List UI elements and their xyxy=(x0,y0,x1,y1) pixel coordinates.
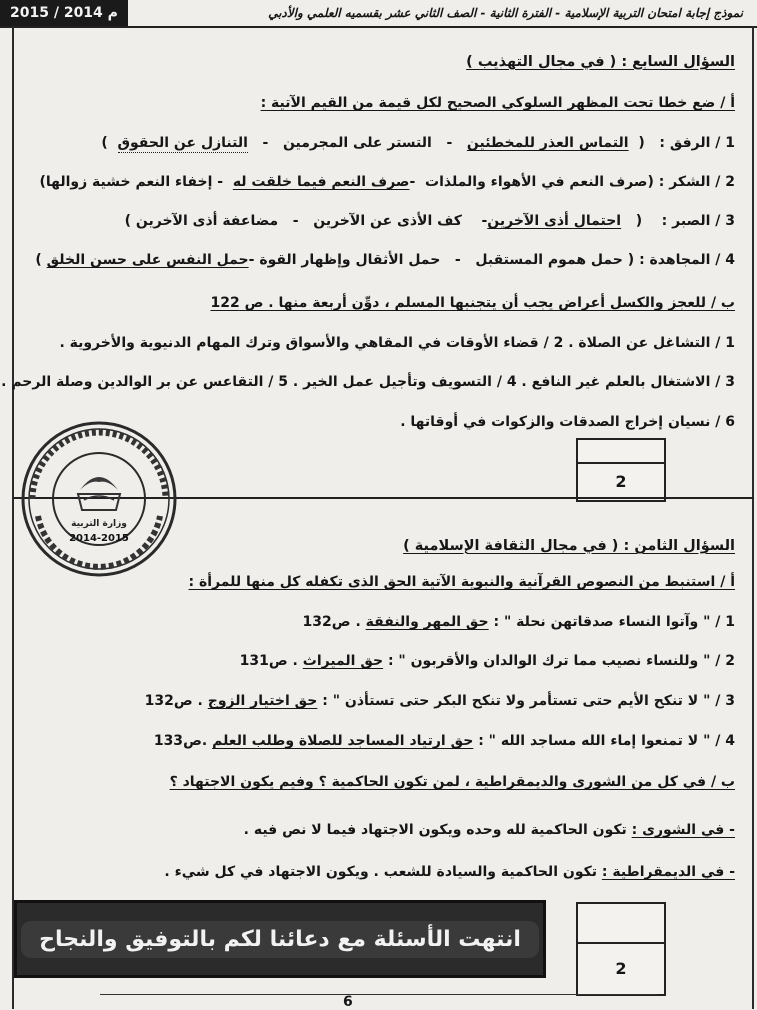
q8-title: السؤال الثامن : ( في مجال الثقافة الإسلامية ) xyxy=(403,538,735,554)
q7-item-1: 1 / الرفق : ( التماس العذر للمخطئين - التستر على المجرمين - التنازل عن الحقوق ) xyxy=(101,135,735,151)
svg-text:وزارة التربية: وزارة التربية xyxy=(71,519,127,529)
q7-answer-2: 3 / الاشتغال بالعلم غير النافع . 4 / التسويف وتأجيل عمل الخير . 5 / التقاعس عن بر الوالدين وصلة الرحم . xyxy=(1,374,735,390)
q7-answer-1: 1 / التشاغل عن الصلاة . 2 / قضاء الأوقات في المقاهي والأسواق وترك المهام الدنيوية والأخروية . xyxy=(59,335,735,351)
q7-score-top xyxy=(578,440,664,464)
q8-part-a: أ / استنبط من النصوص القرآنية والنبوية الآتية الحق الذى تكفله كل منها للمرأة : xyxy=(188,574,735,590)
q8-shura: - في الشورى : تكون الحاكمية لله وحده ويكون الاجتهاد فيما لا نص فيه . xyxy=(243,822,735,838)
q7-item-2: 2 / الشكر : (صرف النعم في الأهواء والملذات -صرف النعم فيما خلقت له - إخفاء النعم خشية زوالها) xyxy=(39,174,735,190)
q7-part-a: أ / ضع خطا تحت المظهر السلوكي الصحيح لكل قيمة من القيم الآتية : xyxy=(260,95,735,111)
page-number: 6 xyxy=(343,994,353,1010)
page-border-left xyxy=(12,26,14,1009)
q8-item-2: 2 / " وللنساء نصيب مما ترك الوالدان والأقربون " : حق الميراث . ص131 xyxy=(239,653,735,669)
header-title: نموذج إجابة امتحان التربية الإسلامية - الفترة الثانية - الصف الثاني عشر بقسميه العلمي والأدبي xyxy=(268,6,743,20)
svg-text:2014-2015: 2014-2015 xyxy=(69,533,129,544)
q7-score-box xyxy=(576,438,666,502)
closing-banner xyxy=(14,900,546,978)
q7-score-value: 2 xyxy=(615,472,627,491)
page-header xyxy=(0,0,757,28)
q7-title: السؤال السابع : ( في مجال التهذيب ) xyxy=(466,54,735,70)
q8-part-b: ب / في كل من الشورى والديمقراطية ، لمن تكون الحاكمية ؟ وفيم يكون الاجتهاد ؟ xyxy=(169,774,735,790)
q7-part-b: ب / للعجز والكسل أعراض يجب أن يتجنبها المسلم ، دوِّن أربعة منها . ص 122 xyxy=(210,295,735,311)
q7-item-3: 3 / الصبر : ( احتمال أذى الآخرين- كف الأذى عن الآخرين - مضاعفة أذى الآخرين ) xyxy=(124,213,735,229)
q8-score-box xyxy=(576,902,666,996)
q8-item-4: 4 / " لا تمنعوا إماء الله مساجد الله " : حق ارتياد المساجد للصلاة وطلب العلم .ص133 xyxy=(153,733,735,749)
q7-item-4: 4 / المجاهدة : ( حمل هموم المستقبل - حمل الأثقال وإظهار القوة -حمل النفس على حسن الخلق ) xyxy=(35,252,735,268)
header-year: 2015 / 2014 م xyxy=(0,0,128,26)
closing-text: انتهت الأسئلة مع دعائنا لكم بالتوفيق والنجاح xyxy=(21,921,539,958)
q8-democracy: - في الديمقراطية : تكون الحاكمية والسيادة للشعب . ويكون الاجتهاد في كل شيء . xyxy=(164,864,735,880)
q8-item-1: 1 / " وآتوا النساء صدقاتهن نحلة " : حق المهر والنفقة . ص132 xyxy=(302,614,735,630)
q8-item-3: 3 / " لا تنكح الأيم حتى تستأمر ولا تنكح البكر حتى تستأذن " : حق اختيار الزوج . ص132 xyxy=(144,693,735,709)
footer-rule xyxy=(100,994,657,995)
q7-answer-3: 6 / نسيان إخراج الصدقات والزكوات في أوقاتها . xyxy=(400,414,735,430)
q8-score-top xyxy=(578,904,664,944)
q8-score-value: 2 xyxy=(615,959,627,978)
page-border-right xyxy=(752,26,754,1009)
